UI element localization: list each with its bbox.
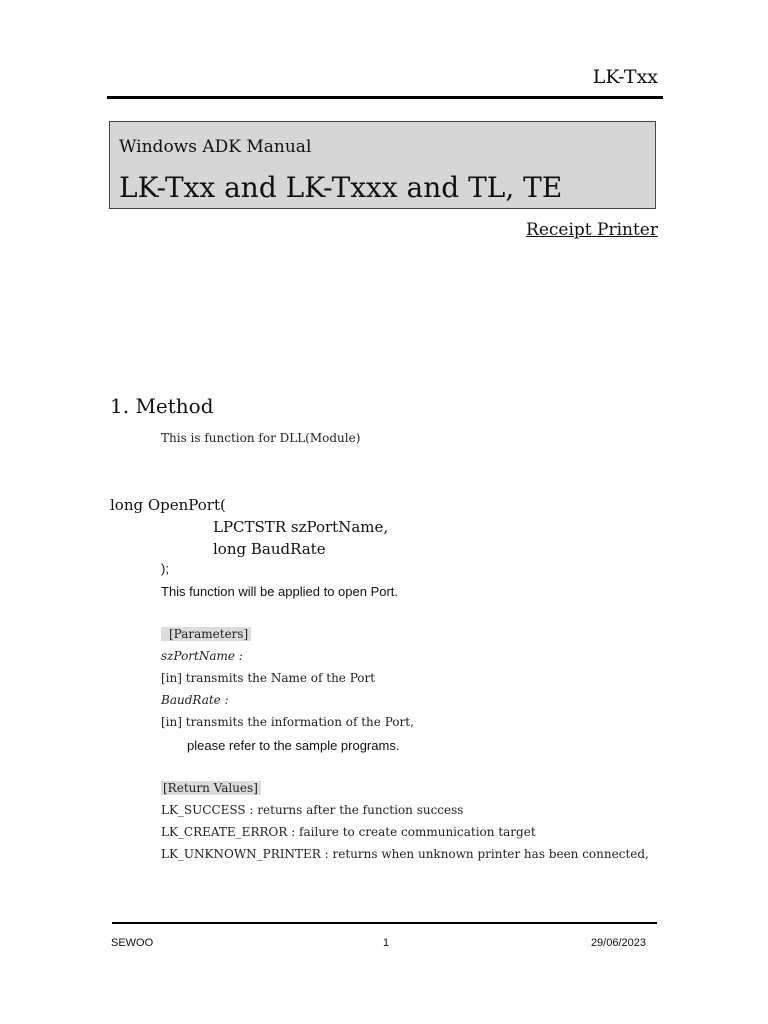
header-model-code: LK-Txx (592, 66, 658, 88)
function-param-1: LPCTSTR szPortName, (213, 518, 389, 536)
product-type: Receipt Printer (526, 220, 658, 240)
function-signature-open: long OpenPort( (110, 496, 226, 514)
function-param-2: long BaudRate (213, 540, 326, 558)
param-desc-1: [in] transmits the Name of the Port (161, 671, 376, 685)
header-divider (107, 96, 663, 99)
function-signature-close: ); (161, 561, 169, 576)
return-values-label-text: [Return Values] (161, 781, 261, 795)
return-value-item: LK_CREATE_ERROR : failure to create communication target (161, 825, 536, 839)
function-description: This function will be applied to open Port. (161, 584, 399, 599)
document-title: LK-Txx and LK-Txxx and TL, TE (119, 171, 563, 204)
footer-divider (112, 922, 657, 924)
param-name-1: szPortName : (161, 649, 243, 663)
parameters-label (161, 627, 251, 641)
parameters-label-text: [Parameters] (161, 627, 251, 641)
parameters-note: please refer to the sample programs. (187, 738, 400, 753)
section-intro: This is function for DLL(Module) (161, 431, 361, 445)
manual-subtitle: Windows ADK Manual (119, 137, 312, 157)
footer-page-number: 1 (383, 937, 390, 949)
return-value-item: LK_SUCCESS : returns after the function success (161, 803, 464, 817)
return-values-label (161, 781, 261, 795)
footer-company: SEWOO (111, 937, 154, 949)
section-heading: 1. Method (110, 394, 214, 418)
param-desc-2: [in] transmits the information of the Port, (161, 715, 414, 729)
footer-date: 29/06/2023 (590, 937, 646, 949)
param-name-2: BaudRate : (161, 693, 229, 707)
return-value-item: LK_UNKNOWN_PRINTER : returns when unknown printer has been connected, (161, 847, 649, 861)
